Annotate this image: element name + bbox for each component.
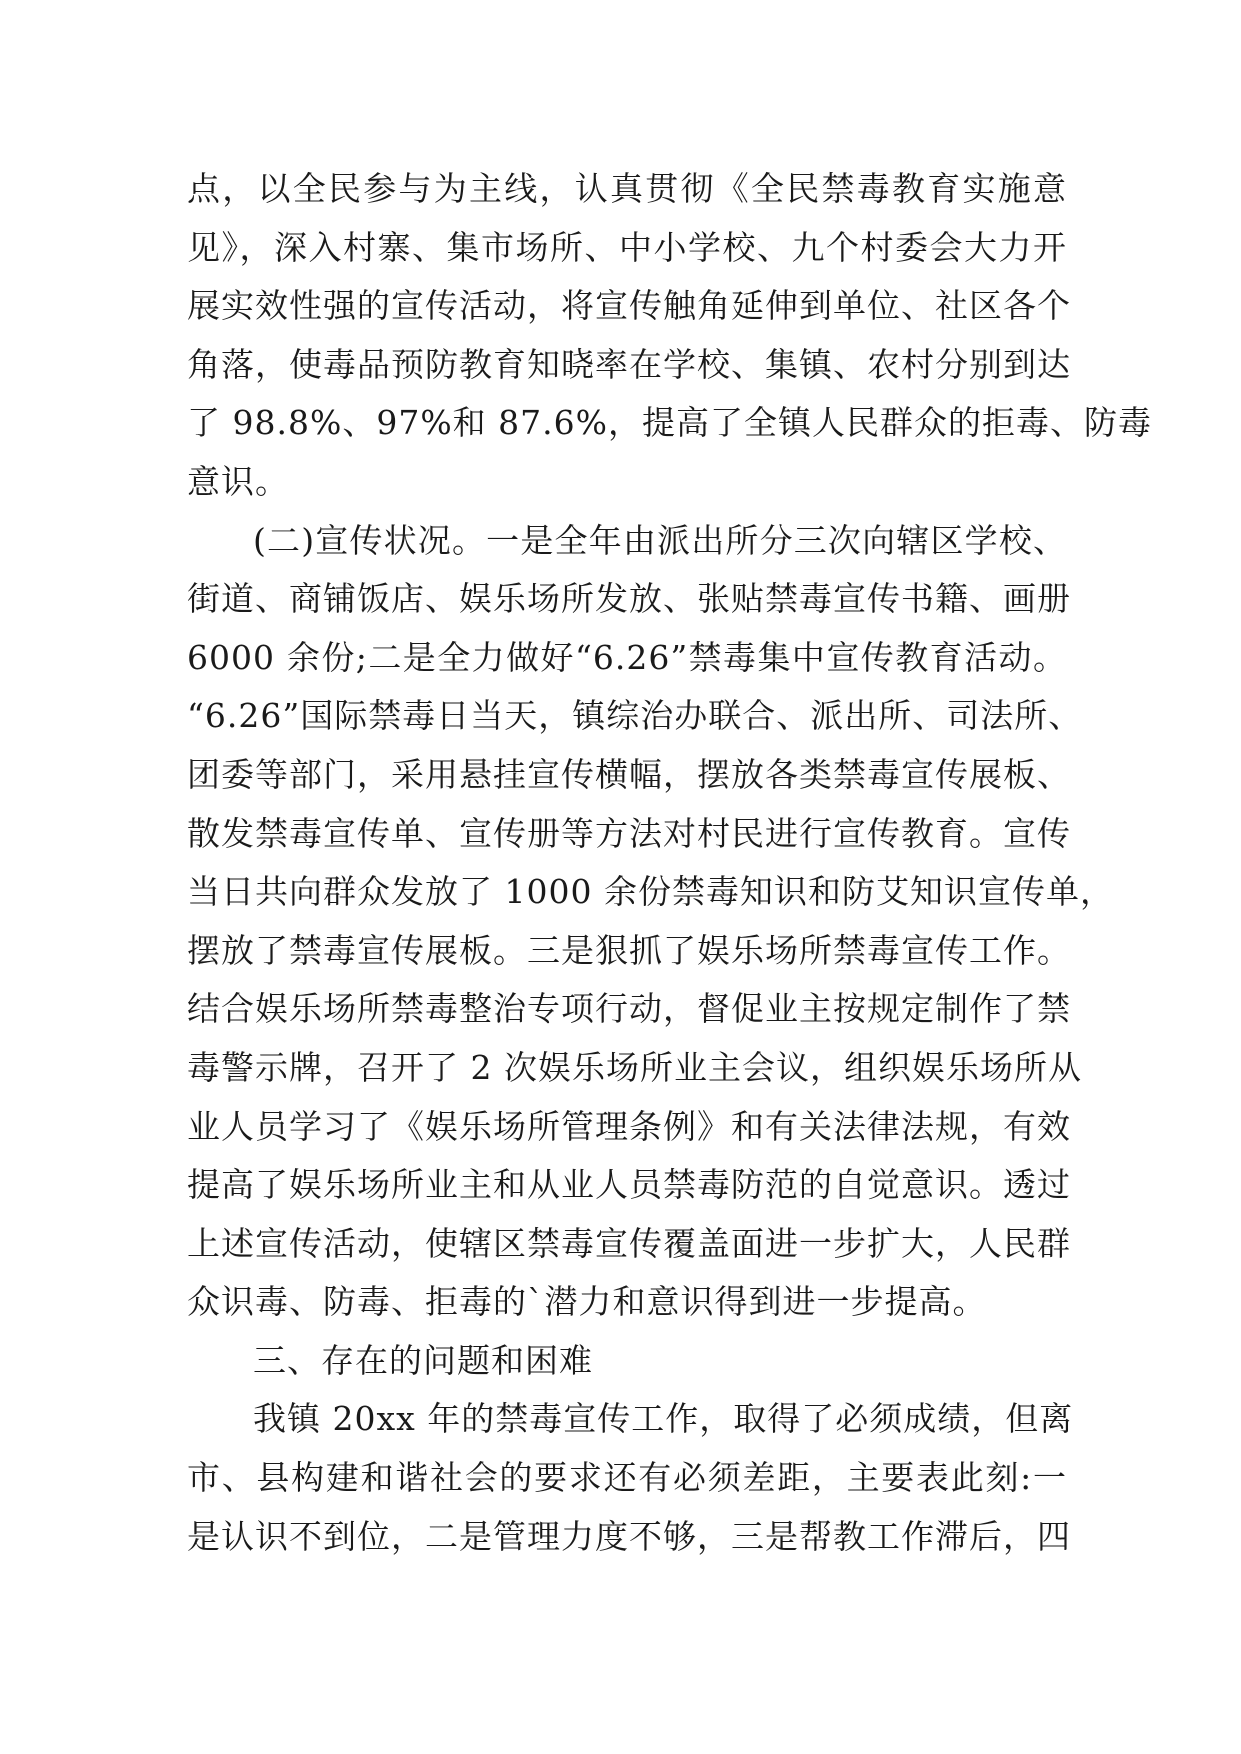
text-line: 众识毒、防毒、拒毒的`潜力和意识得到进一步提高。 [187,1282,987,1322]
text-line: 摆放了禁毒宣传展板。三是狠抓了娱乐场所禁毒宣传工作。 [187,930,1071,970]
text-line: 毒警示牌，召开了 2 次娱乐场所业主会议，组织娱乐场所从 [187,1047,1082,1087]
text-line: 上述宣传活动，使辖区禁毒宣传覆盖面进一步扩大，人民群 [187,1223,1071,1263]
text-line: “6.26”国际禁毒日当天，镇综治办联合、派出所、司法所、 [187,696,1083,736]
text-line: 当日共向群众发放了 1000 余份禁毒知识和防艾知识宣传单， [187,872,1114,912]
text-line: 了 98.8%、97%和 87.6%，提高了全镇人民群众的拒毒、防毒 [187,403,1152,443]
text-line: 市、县构建和谐社会的要求还有必须差距，主要表此刻:一 [187,1458,1067,1498]
text-line: 点，以全民参与为主线，认真贯彻《全民禁毒教育实施意 [187,169,1067,208]
text-line: 结合娱乐场所禁毒整治专项行动，督促业主按规定制作了禁 [187,989,1071,1029]
text-line: 团委等部门，采用悬挂宣传横幅，摆放各类禁毒宣传展板、 [187,754,1071,794]
body-text [187,160,1152,1566]
text-line: 6000 余份;二是全力做好“6.26”禁毒集中宣传教育活动。 [187,637,1067,677]
text-line: 意识。 [187,461,289,501]
text-line: 散发禁毒宣传单、宣传册等方法对村民进行宣传教育。宣传 [187,813,1071,853]
text-line: 是认识不到位，二是管理力度不够，三是帮教工作滞后，四 [187,1516,1071,1556]
text-line: 街道、商铺饭店、娱乐场所发放、张贴禁毒宣传书籍、画册 [187,579,1071,619]
text-line: 业人员学习了《娱乐场所管理条例》和有关法律法规，有效 [187,1106,1071,1146]
text-line: 提高了娱乐场所业主和从业人员禁毒防范的自觉意识。透过 [187,1165,1071,1205]
text-line: 角落，使毒品预防教育知晓率在学校、集镇、农村分别到达 [187,344,1071,384]
text-line: 我镇 20xx 年的禁毒宣传工作，取得了必须成绩，但离 [253,1399,1074,1439]
text-line: 展实效性强的宣传活动，将宣传触角延伸到单位、社区各个 [187,286,1071,326]
section-heading-problems: 三、存在的问题和困难 [253,1340,593,1380]
text-line: 见》，深入村寨、集市场所、中小学校、九个村委会大力开 [187,227,1067,267]
section-heading-propaganda: (二)宣传状况。一是全年由派出所分三次向辖区学校、 [253,520,1067,560]
